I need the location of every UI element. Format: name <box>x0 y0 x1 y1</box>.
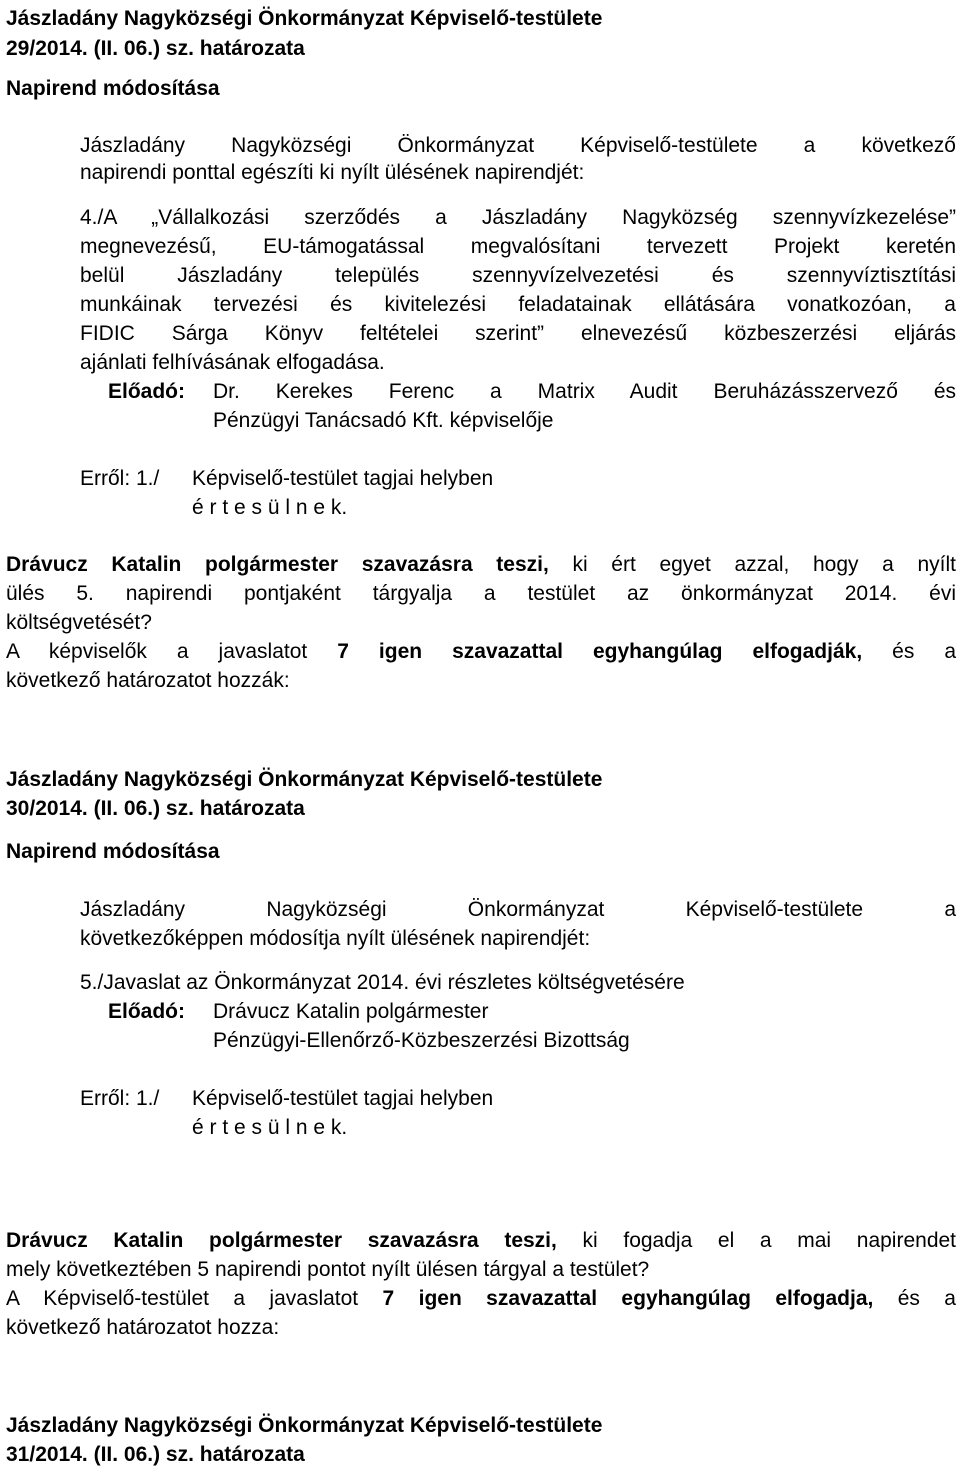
vote-question: mely következtében 5 napirendi pontot nyílt ülésen tárgyal a testület? <box>6 1258 650 1281</box>
agenda-item-text: 5./Javaslat az Önkormányzat 2014. évi részletes költségvetésére <box>80 971 685 994</box>
resolution-heading: Jászladány Nagyközségi Önkormányzat Képviselő-testülete <box>6 7 603 30</box>
agenda-item-text: belül Jászladány település szennyvízelvezetési és szennyvíztisztítási <box>80 264 956 287</box>
resolution-subject: Napirend módosítása <box>6 77 220 100</box>
vote-result-text: A képviselők a javaslatot <box>6 640 308 663</box>
resolution-number: 29/2014. (II. 06.) sz. határozata <box>6 37 305 60</box>
vote-result-text: következő határozatot hozzák: <box>6 669 290 692</box>
resolution-heading: Jászladány Nagyközségi Önkormányzat Képviselő-testülete <box>6 768 603 791</box>
vote-result <box>6 639 956 665</box>
vote-question: ki fogadja el a mai napirendet <box>582 1229 957 1252</box>
notify-text: é r t e s ü l n e k. <box>192 1116 348 1139</box>
notify-text: Képviselő-testület tagjai helyben <box>192 1087 494 1110</box>
vote-result-text: és a <box>892 640 957 663</box>
presenter-name: Dr. Kerekes Ferenc a Matrix Audit Beruházásszervező és <box>213 380 956 403</box>
vote-result-text: A Képviselő-testület a javaslatot <box>6 1287 359 1310</box>
resolution-number: 31/2014. (II. 06.) sz. határozata <box>6 1443 305 1466</box>
agenda-item-text: megnevezésű, EU-támogatással megvalósítani tervezett Projekt keretén <box>80 235 956 258</box>
resolution-heading: Jászladány Nagyközségi Önkormányzat Képviselő-testülete <box>6 1414 603 1437</box>
vote-result <box>6 1286 956 1312</box>
vote-question: költségvetését? <box>6 611 152 634</box>
presenter-label: Előadó: <box>108 1000 185 1023</box>
mayor-vote-call: Drávucz Katalin polgármester szavazásra teszi, <box>6 553 549 576</box>
vote-statement <box>6 552 956 578</box>
intro-text: következőképpen módosítja nyílt ülésének napirendjét: <box>80 927 591 950</box>
resolution-number: 30/2014. (II. 06.) sz. határozata <box>6 797 305 820</box>
vote-result-text: következő határozatot hozza: <box>6 1316 280 1339</box>
presenter-name: Pénzügyi Tanácsadó Kft. képviselője <box>213 409 554 432</box>
agenda-item-text: 4./A „Vállalkozási szerződés a Jászladány Nagyközség szennyvízkezelése” <box>80 206 956 229</box>
notify-label: Erről: 1./ <box>80 467 160 490</box>
notify-label: Erről: 1./ <box>80 1087 160 1110</box>
vote-result-count: 7 igen szavazattal egyhangúlag elfogadja, <box>382 1287 874 1310</box>
agenda-item-text: FIDIC Sárga Könyv feltételei szerint” elnevezésű közbeszerzési eljárás <box>80 322 956 345</box>
vote-question: ülés 5. napirendi pontjaként tárgyalja a testület az önkormányzat 2014. évi <box>6 582 956 605</box>
intro-text: Jászladány Nagyközségi Önkormányzat Képviselő-testülete a következő <box>80 134 956 157</box>
mayor-vote-call: Drávucz Katalin polgármester szavazásra teszi, <box>6 1229 557 1252</box>
presenter-name: Drávucz Katalin polgármester <box>213 1000 489 1023</box>
presenter-name: Pénzügyi-Ellenőrző-Közbeszerzési Bizottság <box>213 1029 630 1052</box>
vote-result-count: 7 igen szavazattal egyhangúlag elfogadják, <box>337 640 863 663</box>
vote-question: ki ért egyet azzal, hogy a nyílt <box>572 553 957 576</box>
vote-statement <box>6 1228 956 1254</box>
presenter-label: Előadó: <box>108 380 185 403</box>
agenda-item-text: munkáinak tervezési és kivitelezési feladatainak ellátására vonatkozóan, a <box>80 293 956 316</box>
notify-text: é r t e s ü l n e k. <box>192 496 348 519</box>
resolution-subject: Napirend módosítása <box>6 840 220 863</box>
agenda-item-text: ajánlati felhívásának elfogadása. <box>80 351 385 374</box>
vote-result-text: és a <box>897 1287 956 1310</box>
notify-text: Képviselő-testület tagjai helyben <box>192 467 494 490</box>
intro-text: Jászladány Nagyközségi Önkormányzat Képviselő-testülete a <box>80 898 956 921</box>
intro-text: napirendi ponttal egészíti ki nyílt ülésének napirendjét: <box>80 161 585 184</box>
